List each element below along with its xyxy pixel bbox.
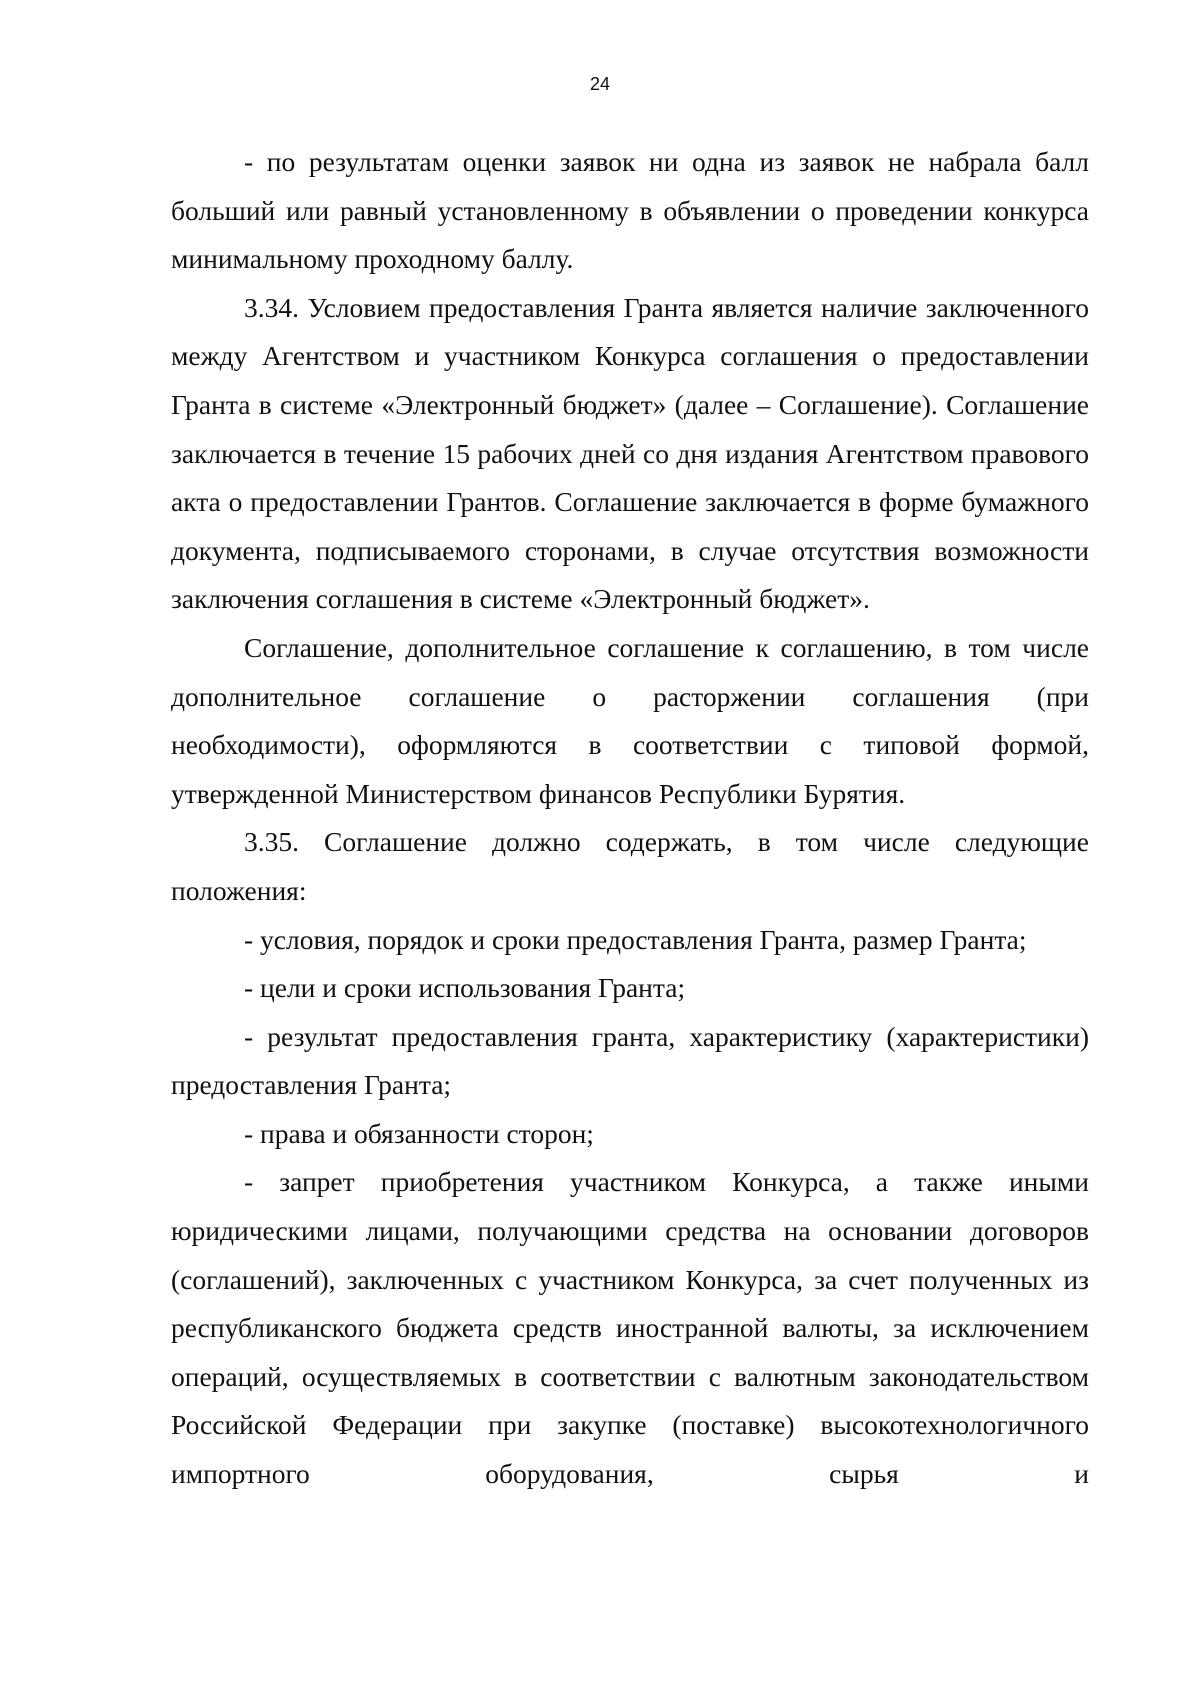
list-item-conditions: - условия, порядок и сроки предоставления Гранта, размер Гранта; (244, 923, 1027, 955)
list-item-result: - результат предоставления гранта, характеристику (характеристики) предоставления Гранта; (171, 1020, 1089, 1101)
page-number: 24 (589, 74, 611, 94)
list-item-prohibition: - запрет приобретения участником Конкурса, а также иными юридическими лицами, получающими средства на основании договоров (соглашений), заключенных с участником Конкурса, за счет полученных из республиканского бюджета средств иностранной валюты, за исключением операций, осуществляемых в соответствии с валютным законодательством Российской Федерации при закупке (поставке) высокотехнологичного импортного оборудования, сырья и (171, 1166, 1089, 1490)
document-body (171, 138, 1089, 1499)
paragraph-agreement-form: Соглашение, дополнительное соглашение к соглашению, в том числе дополнительное соглашение о расторжении соглашения (при необходимости), оформляются в соответствии с типовой формой, утвержденной Министерством финансов Республики Бурятия. (171, 631, 1089, 809)
paragraph-clause-3-34: 3.34. Условием предоставления Гранта является наличие заключенного между Агентством и участником Конкурса соглашения о предоставлении Гранта в системе «Электронный бюджет» (далее – Соглашение). Соглашение заключается в течение 15 рабочих дней со дня издания Агентством правового акта о предоставлении Грантов. Соглашение заключается в форме бумажного документа, подписываемого сторонами, в случае отсутствия возможности заключения соглашения в системе «Электронный бюджет». (171, 291, 1089, 615)
list-item-goals: - цели и сроки использования Гранта; (244, 972, 686, 1004)
list-item-rights: - права и обязанности сторон; (244, 1117, 594, 1149)
paragraph-clause-3-35: 3.35. Соглашение должно содержать, в том числе следующие положения: (171, 826, 1089, 906)
paragraph-evaluation-result: - по результатам оценки заявок ни одна из заявок не набрала балл больший или равный установленному в объявлении о проведении конкурса минимальному проходному баллу. (171, 146, 1089, 275)
